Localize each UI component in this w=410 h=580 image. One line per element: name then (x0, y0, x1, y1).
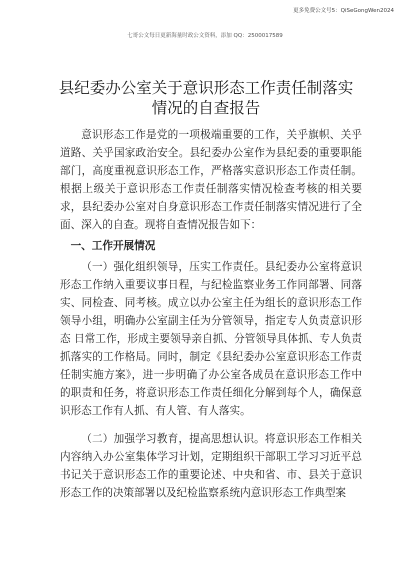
sub-banner-text: 七哥公文每日更新海量时政公文资料，添加 QQ：2500017589 (127, 33, 283, 39)
top-banner-text: 更多免费公文号5：QiSeGongWen2024 (293, 8, 394, 14)
document-title: 县纪委办公室关于意识形态工作责任制落实情况的自查报告 (58, 79, 354, 117)
section-heading-work-status: 一、工作开展情况 (70, 240, 156, 252)
point-organizational-leadership: （一）强化组织领导，压实工作责任。县纪委办公室将意识形态工作纳入重要议事日程，与纪检监察业务工作同部署、同落实、同检查、同考核。成立以办公室主任为组长的意识形态工作领导小组，明确办公室副主任为分管领导，指定专人负责意识形态 日常工作，形成主要领导亲自抓、分管领导具体抓、专人负责 抓落实的工作格局。同时，制定《县纪委办公室意识形态工作责 任制实施方案》，进一步明确了办公室各成员在意识形态工作中 的职责和任务，将意识形态工作责任细化分解到每个人，确保意 识形态工作有人抓、有人管、有人落实。 (60, 261, 362, 417)
spacer (60, 420, 362, 430)
document-body (60, 126, 362, 502)
intro-paragraph: 意识形态工作是党的一项极端重要的工作，关乎旗帜、关乎道路、关乎国家政治安全。县纪委办公室作为县纪委的重要职能部门，高度重视意识形态工作，严格落实意识形态工作责任制。根据上级关于意识形态工作责任制落实情况检查考核的相关要求，县纪委办公室对自身意识形态工作责任制落实情况进行了全面、深入的自查。现将自查情况报告如下： (60, 129, 362, 231)
point-study-education: （二）加强学习教育，提高思想认识。将意识形态工作相关内容纳入办公室集体学习计划，定期组织干部职工学习习近平总书记关于意识形态工作的重要论述、中央和省、市、县关于意识形态工作的决策部署以及纪检监察系统内意识形态工作典型案 (60, 433, 362, 499)
